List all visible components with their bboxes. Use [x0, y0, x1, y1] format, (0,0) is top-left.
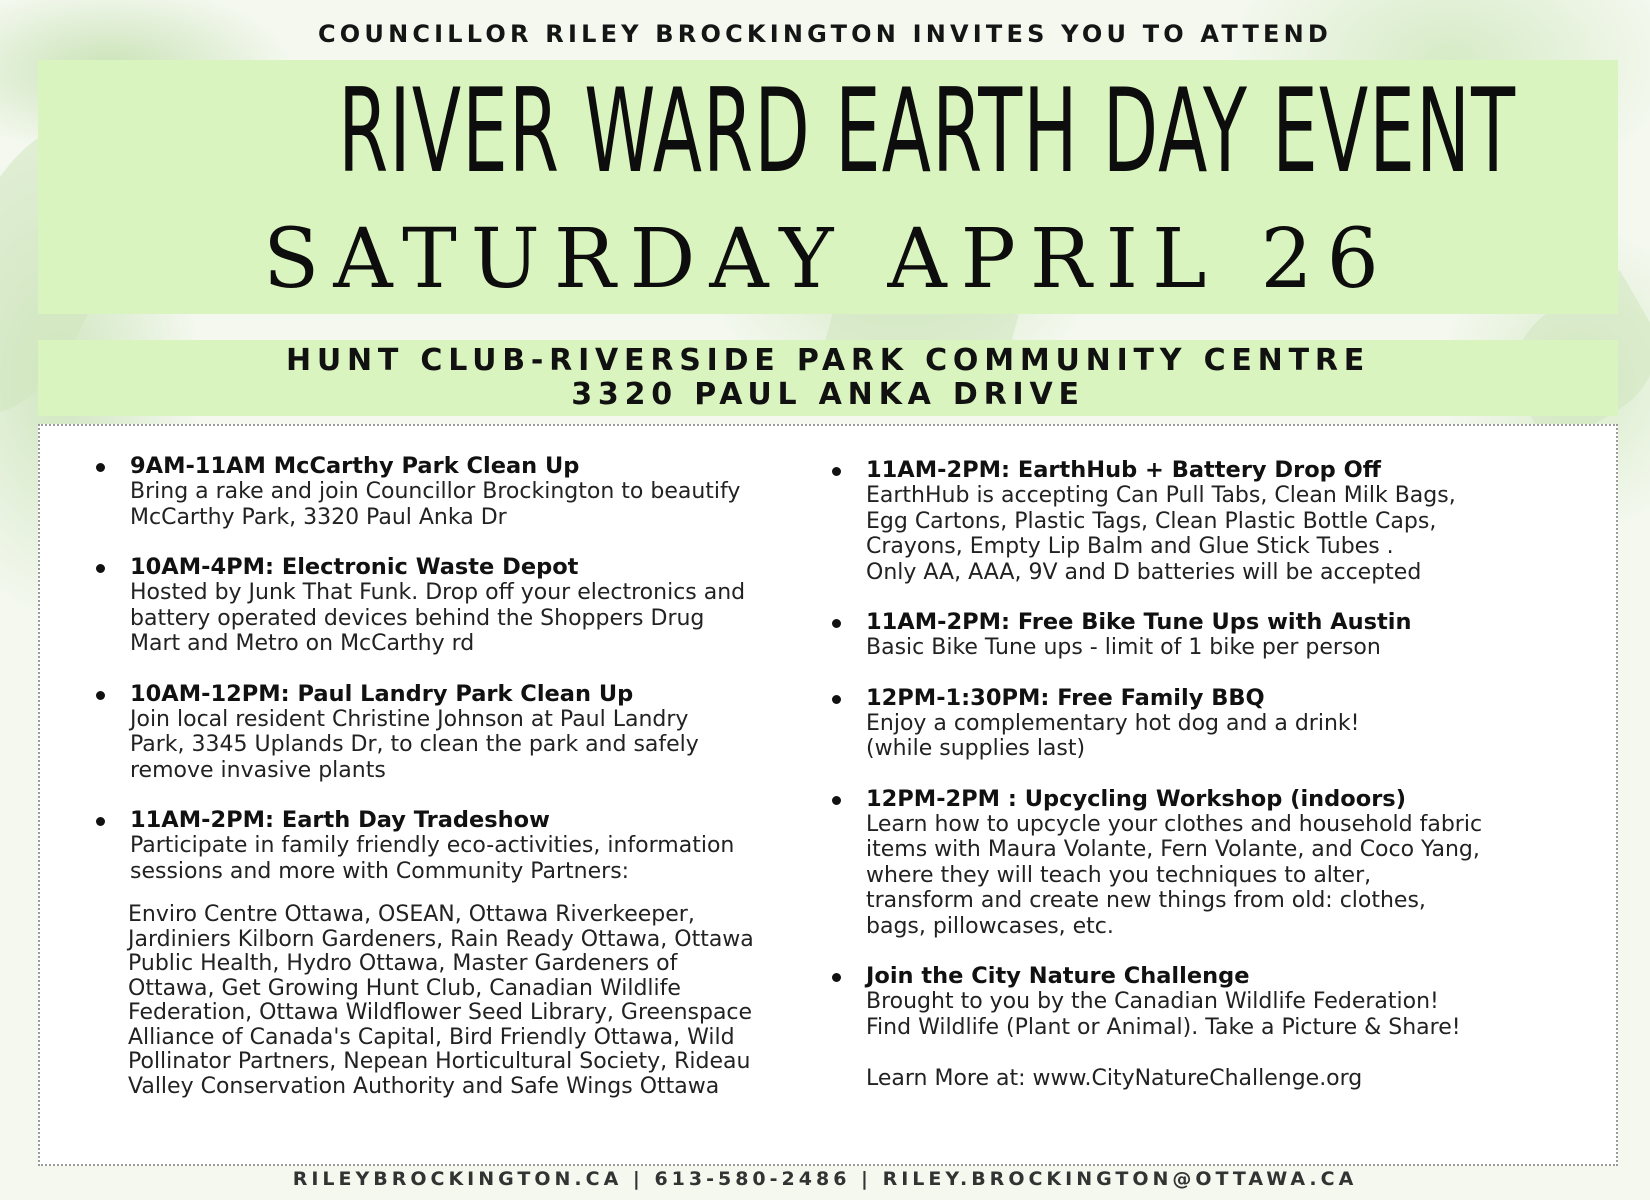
item-title: 12PM-1:30PM: Free Family BBQ [866, 684, 1265, 711]
schedule-right-column [830, 458, 1590, 1116]
bullet-icon [832, 973, 841, 982]
item-body: Bring a rake and join Councillor Brockington to beautify McCarthy Park, 3320 Paul Anka Dr [130, 479, 741, 530]
event-title: RIVER WARD EARTH DAY EVENT [338, 64, 1517, 199]
item-body: Join local resident Christine Johnson at Paul Landry Park, 3345 Uplands Dr, to clean the park and safely remove invasive plants [130, 706, 699, 783]
list-item [830, 964, 1590, 1091]
bullet-icon [832, 695, 841, 704]
event-date: SATURDAY APRIL 26 [263, 212, 1393, 307]
item-title: 11AM-2PM: Earth Day Tradeshow [130, 807, 550, 833]
list-item [830, 686, 1590, 762]
title-banner [38, 60, 1618, 314]
venue-name: HUNT CLUB-RIVERSIDE PARK COMMUNITY CENTRE [285, 343, 1371, 378]
list-item [94, 555, 834, 657]
item-body: Basic Bike Tune ups - limit of 1 bike per person [866, 635, 1381, 660]
item-title: 11AM-2PM: Free Bike Tune Ups with Austin [866, 609, 1412, 635]
schedule-panel [38, 424, 1618, 1166]
venue-address: 3320 PAUL ANKA DRIVE [571, 377, 1085, 412]
item-body: EarthHub is accepting Can Pull Tabs, Clean Milk Bags, Egg Cartons, Plastic Tags, Clean Plastic Bottle Caps, Crayons, Empty Lip Balm and Glue Stick Tubes . Only AA, AAA, 9V and D batteries will be accepted [866, 483, 1456, 585]
item-body: Brought to you by the Canadian Wildlife Federation! Find Wildlife (Plant or Animal). Take a Picture & Share! Learn More at: www.CityNatureChallenge.org [866, 989, 1461, 1091]
schedule-left-column [94, 454, 834, 1099]
list-item [94, 808, 834, 884]
venue-banner [38, 340, 1618, 416]
item-body: Participate in family friendly eco-activities, information sessions and more with Community Partners: [130, 833, 735, 884]
item-title: Join the City Nature Challenge [866, 963, 1250, 989]
item-title: 11AM-2PM: EarthHub + Battery Drop Off [866, 457, 1381, 483]
bullet-icon [96, 691, 105, 700]
list-item [830, 787, 1590, 940]
item-title: 10AM-12PM: Paul Landry Park Clean Up [130, 680, 634, 707]
item-body: Enjoy a complementary hot dog and a drink! (while supplies last) [866, 710, 1360, 761]
bullet-icon [832, 467, 841, 476]
bullet-icon [96, 817, 105, 826]
invite-line: COUNCILLOR RILEY BROCKINGTON INVITES YOU TO ATTEND [317, 20, 1333, 48]
bullet-icon [832, 619, 841, 628]
item-body: Learn how to upcycle your clothes and household fabric items with Maura Volante, Fern Volante, and Coco Yang, where they will teach you techniques to alter, transform and create new things from old: clothes, bags, pillowcases, etc. [866, 811, 1483, 939]
list-item [94, 454, 834, 530]
list-item [830, 458, 1590, 585]
list-item [94, 682, 834, 784]
list-item [830, 610, 1590, 661]
bullet-icon [832, 796, 841, 805]
item-title: 12PM-2PM : Upcycling Workshop (indoors) [866, 785, 1406, 812]
item-title: 9AM-11AM McCarthy Park Clean Up [130, 453, 580, 479]
item-body: Hosted by Junk That Funk. Drop off your electronics and battery operated devices behind the Shoppers Drug Mart and Metro on McCarthy rd [130, 580, 746, 656]
contact-footer: RILEYBROCKINGTON.CA | 613-580-2486 | RILEY.BROCKINGTON@OTTAWA.CA [292, 1168, 1358, 1190]
bullet-icon [96, 463, 105, 472]
item-title: 10AM-4PM: Electronic Waste Depot [130, 554, 579, 580]
partner-list: Enviro Centre Ottawa, OSEAN, Ottawa Riverkeeper, Jardiniers Kilborn Gardeners, Rain Ready Ottawa, Ottawa Public Health, Hydro Ottawa, Master Gardeners of Ottawa, Get Growing Hunt Club, Canadian Wildlife Federation, Ottawa Wildflower Seed Library, Greenspace Alliance of Canada's Capital, Bird Friendly Ottawa, Wild Pollinator Partners, Nepean Horticultural Society, Rideau Valley Conservation Authority and Safe Wings Ottawa [128, 902, 754, 1099]
bullet-icon [96, 564, 105, 573]
